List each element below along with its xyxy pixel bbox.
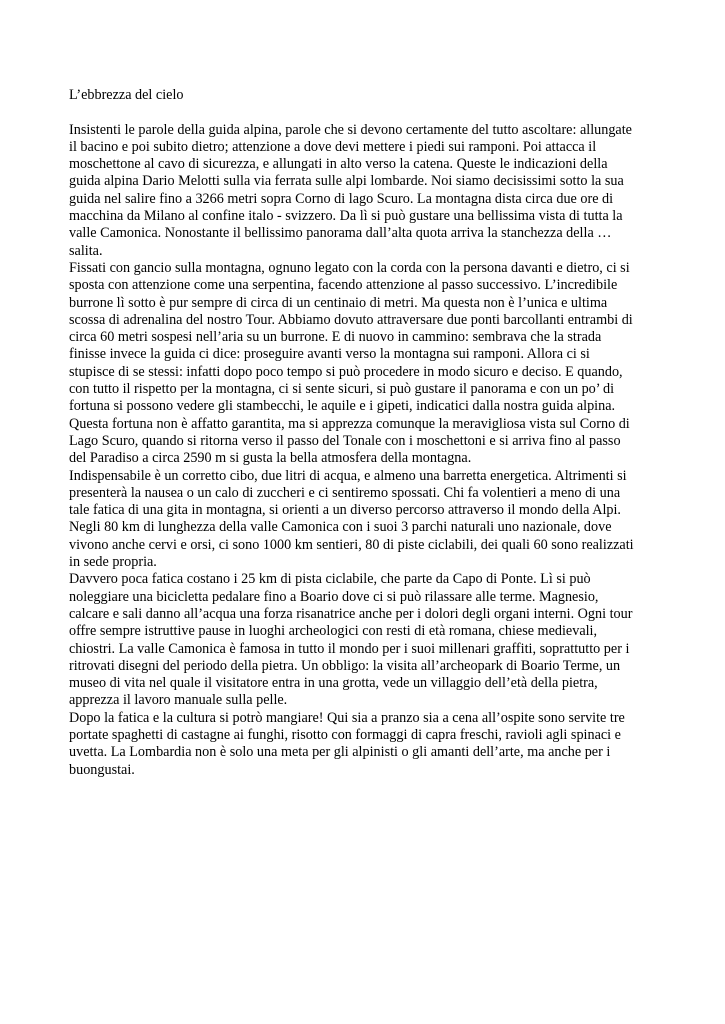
text-line: sposta con attenzione come una serpentina, facendo attenzione al passo successivo. L’incredibile [69,277,618,294]
text-line: con tutto il rispetto per la montagna, ci si sente sicuri, si può gustare il panorama e con un po’ di [69,381,615,398]
text-line: il bacino e poi subito dietro; attenzione a dove devi mettere i piedi sui ramponi. Poi attacca il [69,138,597,155]
text-line: vivono anche cervi e orsi, ci sono 1000 km sentieri, 80 di piste ciclabili, dei quali 60 sono realizzati [69,536,634,553]
text-line: Lago Scuro, quando si ritorna verso il passo del Tonale con i moschettoni e si arriva fino al passo [69,432,621,449]
text-line: guida alpina Dario Melotti sulla via ferrata sulle alpi lombarde. Noi siamo decisissimi sotto la sua [69,173,624,190]
text-line: in sede propria. [69,554,157,571]
text-line: noleggiare una bicicletta pedalare fino a Boario dove ci si può rilassare alle terme. Magnesio, [69,588,599,605]
text-line: museo di vita nel quale il visitatore entra in una grotta, vede un villaggio dell’età della pietra, [69,675,598,692]
text-line: Davvero poca fatica costano i 25 km di pista ciclabile, che parte da Capo di Ponte. Lì si può [69,571,591,588]
text-line: uvetta. La Lombardia non è solo una meta per gli alpinisti o gli amanti dell’arte, ma anche per i [69,744,611,761]
text-line: offre sempre istruttive pause in luoghi archeologici con resti di età romana, chiese medievali, [69,623,598,640]
text-line: calcare e sali danno all’acqua una forza risanatrice anche per i dolori degli organi interni. Ogni tour [69,605,633,622]
text-line: presenterà la nausea o un calo di zuccheri e ci sentiremo spossati. Chi fa volentieri a meno di una [69,484,621,501]
document-text [69,122,669,779]
text-line: guida nel salire fino a 3266 metri sopra Corno di lago Scuro. La montagna dista circa due ore di [69,190,614,207]
text-line: ritrovati disegni del periodo della pietra. Un obbligo: la visita all’archeopark di Boario Terme, un [69,657,621,674]
text-line: macchina da Milano al confine italo - svizzero. Da lì si può gustare una bellissima vista di tutta la [69,208,623,225]
text-line: fortuna si possono vedere gli stambecchi, le aquile e i gipeti, indicatici dalla nostra guida alpina. [69,398,616,415]
text-line: apprezza il lavoro manuale sulla pelle. [69,692,288,709]
text-line: Insistenti le parole della guida alpina, parole che si devono certamente del tutto ascoltare: allungate [69,121,632,138]
document-title: L’ebbrezza del cielo [69,87,184,103]
text-line: Fissati con gancio sulla montagna, ognuno legato con la corda con la persona davanti e dietro, ci si [69,259,630,276]
text-line: burrone lì sotto è pur sempre di circa di un centinaio di metri. Ma questa non è l’unica e ultima [69,294,608,311]
text-line: del Paradiso a circa 2590 m si gusta la bella atmosfera della montagna. [69,450,472,467]
document-body [69,87,669,779]
text-line: chiostri. La valle Camonica è famosa in tutto il mondo per i suoi millenari graffiti, soprattutto per i [69,640,630,657]
text-line: Indispensabile è un corretto cibo, due litri di acqua, e almeno una barretta energetica. Altrimenti si [69,467,627,484]
text-line: finisse invece la guida ci dice: proseguire avanti verso la montagna sui ramponi. Allora ci si [69,346,590,363]
text-line: stupisce di se stessi: infatti dopo poco tempo si può procedere in modo sicuro e deciso. E quando, [69,363,623,380]
text-line: Negli 80 km di lunghezza della valle Camonica con i suoi 3 parchi naturali uno nazionale, dove [69,519,612,536]
text-line: circa 60 metri sospesi nell’aria su un burrone. E di nuovo in cammino: sembrava che la strada [69,329,602,346]
text-line: Dopo la fatica e la cultura si potrò mangiare! Qui sia a pranzo sia a cena all’ospite sono servite tre [69,709,625,726]
text-line: buongustai. [69,761,135,778]
text-line: tale fatica di una gita in montagna, si orienti a un diverso percorso attraverso il mondo della Alpi. [69,502,621,519]
text-line: salita. [69,242,103,259]
text-line: scossa di adrenalina del nostro Tour. Abbiamo dovuto attraversare due ponti barcollanti entrambi di [69,311,633,328]
text-line: Questa fortuna non è affatto garantita, ma si apprezza comunque la meravigliosa vista sul Corno di [69,415,630,432]
text-line: valle Camonica. Nonostante il bellissimo panorama dall’alta quota arriva la stanchezza della … [69,225,612,242]
text-line: moschettone al cavo di sicurezza, e allungati in alto verso la catena. Queste le indicazioni della [69,156,608,173]
text-line: portate spaghetti di castagne ai funghi, risotto con formaggi di capra freschi, ravioli agli spinaci e [69,726,621,743]
